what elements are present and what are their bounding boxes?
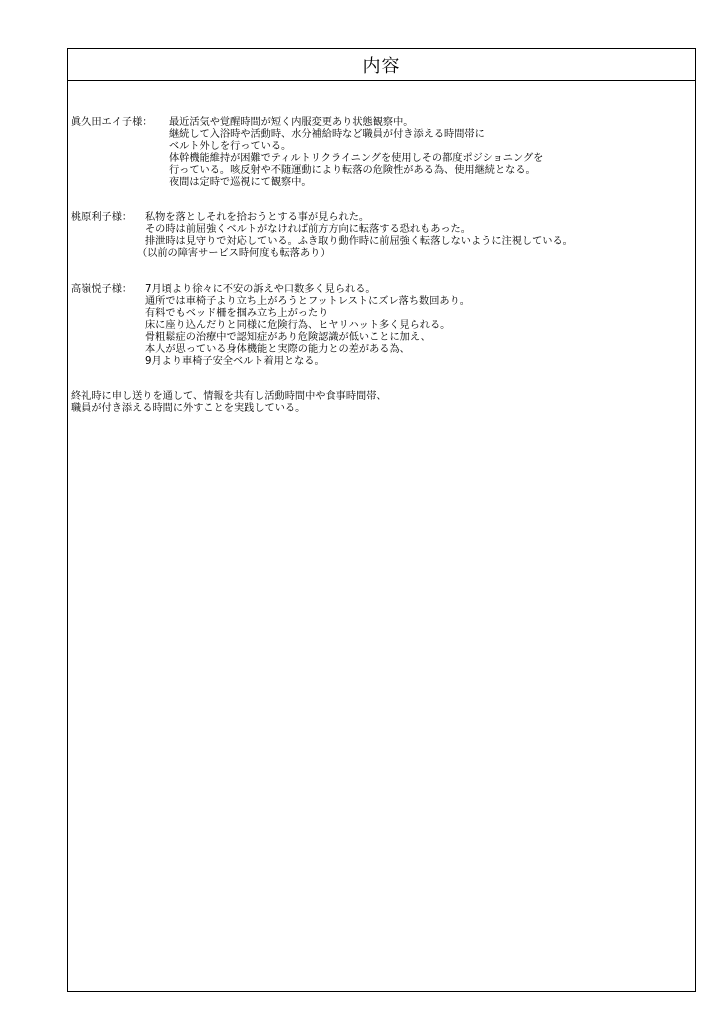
entry-2-line-2: その時は前屈強くベルトがなければ前方方向に転落する恐れもあった。 (145, 224, 471, 235)
entry-3-line-1: 7月頃より徐々に不安の訴えや口数多く見られる。 (145, 284, 376, 295)
entry-3-line-3: 有料でもベッド柵を掴み立ち上がったり (145, 308, 329, 319)
entry-2-name: 桃原利子様： (71, 212, 133, 223)
entry-1-line-2: 継続して入浴時や活動時、水分補給時など職員が付き添える時間帯に (169, 129, 485, 140)
entry-2-line-3: 排泄時は見守りで対応している。ふき取り動作時に前屈強く転落しないように注視している。 (145, 236, 573, 247)
entry-3-line-7: 9月より車椅子安全ベルト着用となる。 (145, 356, 325, 367)
entry-1-line-5: 行っている。咳反射や不随運動により転落の危険性がある為、使用継続となる。 (169, 165, 536, 176)
page-title: 内容 (362, 55, 401, 77)
entry-1-line-6: 夜間は定時で巡視にて観察中。 (169, 177, 312, 188)
content-frame (67, 48, 696, 992)
entry-3-line-6: 本人が思っている身体機能と実際の能力との差がある為、 (145, 344, 410, 355)
closing-line-1: 終礼時に申し送りを通して、情報を共有し活動時間中や食事時間帯、 (71, 391, 387, 402)
entry-3-line-2: 通所では車椅子より立ち上がろうとフットレストにズレ落ち数回あり。 (145, 296, 470, 307)
entry-2-line-1: 私物を落としそれを拾おうとする事が見られた。 (145, 212, 370, 223)
entry-3-name: 高嶺悦子様： (71, 284, 133, 295)
entry-1-name: 眞久田エイ子様： (71, 117, 153, 128)
entry-1-line-1: 最近活気や覚醒時間が短く内服変更あり状態観察中。 (169, 117, 414, 128)
entry-3-line-4: 床に座り込んだりと同様に危険行為、ヒヤリハット多く見られる。 (145, 320, 451, 331)
closing-line-2: 職員が付き添える時間に外すことを実践している。 (71, 403, 306, 414)
entry-3-line-5: 骨粗鬆症の治療中で認知症があり危険認識が低いことに加え、 (145, 332, 431, 343)
header-row (68, 49, 695, 81)
entry-1-line-3: ベルト外しを行っている。 (169, 141, 292, 152)
entry-2-line-4: （以前の障害サービス時何度も転落あり） (137, 248, 331, 259)
entry-1-line-4: 体幹機能維持が困難でティルトリクライニングを使用しその都度ポジショニングを (169, 153, 544, 164)
